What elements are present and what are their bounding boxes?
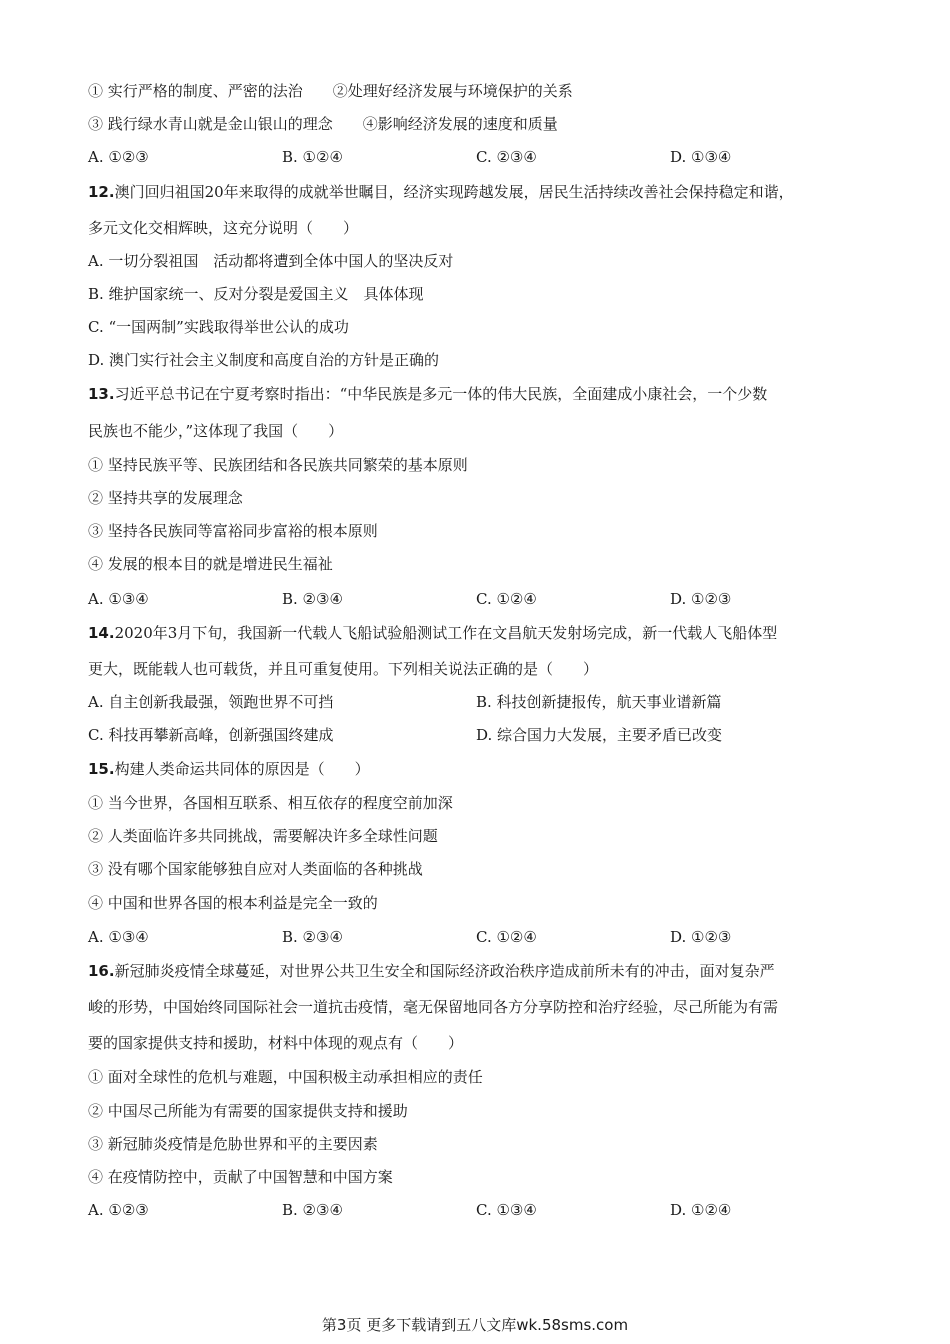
- question-text: 新冠肺炎疫情全球蔓延，对世界公共卫生安全和国际经济政治秩序造成前所未有的冲击，面对复杂严: [114, 962, 775, 980]
- question-text: 构建人类命运共同体的原因是（ ）: [114, 760, 370, 778]
- question-number: 13.: [88, 385, 115, 403]
- question-12-stem: [88, 182, 794, 202]
- option-a: A. 自主创新我最强，领跑世界不可挡: [88, 693, 334, 711]
- question-number: 14.: [88, 624, 115, 642]
- statement-line: ① 坚持民族平等、民族团结和各民族共同繁荣的基本原则: [88, 456, 468, 474]
- question-13-stem: [88, 384, 767, 404]
- question-text: 民族也不能少，”这体现了我国（ ）: [88, 422, 344, 440]
- statement-line: ① 面对全球性的危机与难题，中国积极主动承担相应的责任: [88, 1068, 483, 1086]
- option-c: C. ①②④: [476, 590, 537, 608]
- question-16-stem: [88, 961, 775, 981]
- question-15-stem: [88, 759, 370, 779]
- option-b: B. ②③④: [282, 928, 343, 946]
- question-text: 澳门回归祖国20年来取得的成就举世瞩目，经济实现跨越发展，居民生活持续改善社会保持稳定和谐，: [114, 183, 794, 201]
- question-text: 要的国家提供支持和援助，材料中体现的观点有（ ）: [88, 1034, 464, 1052]
- option-d: D. ①②③: [670, 928, 732, 946]
- option-c: C. ①③④: [476, 1201, 537, 1219]
- option-d: D. ①②④: [670, 1201, 732, 1219]
- statement-line: ③ 没有哪个国家能够独自应对人类面临的各种挑战: [88, 860, 423, 878]
- option-b: B. ②③④: [282, 590, 343, 608]
- statement-line: ④ 发展的根本目的就是增进民生福祉: [88, 555, 333, 573]
- page-footer: 第3页 更多下载请到五八文库wk.58sms.com: [321, 1316, 629, 1334]
- statement-line: ③ 新冠肺炎疫情是危胁世界和平的主要因素: [88, 1135, 378, 1153]
- option-b: B. 维护国家统一、反对分裂是爱国主义 具体体现: [88, 285, 424, 303]
- option-d: D. ①②③: [670, 590, 732, 608]
- statement-line: ① 实行严格的制度、严密的法治 ②处理好经济发展与环境保护的关系: [88, 82, 573, 100]
- option-b: B. ①②④: [282, 148, 343, 166]
- statement-line: ② 中国尽己所能为有需要的国家提供支持和援助: [88, 1102, 408, 1120]
- option-d: D. ①③④: [670, 148, 732, 166]
- option-a: A. 一切分裂祖国 活动都将遭到全体中国人的坚决反对: [88, 252, 454, 270]
- option-d: D. 综合国力大发展，主要矛盾已改变: [476, 726, 723, 744]
- question-text: 多元文化交相辉映，这充分说明（ ）: [88, 219, 359, 237]
- option-a: A. ①③④: [88, 928, 149, 946]
- statement-line: ④ 中国和世界各国的根本利益是完全一致的: [88, 894, 378, 912]
- question-text: 2020年3月下旬，我国新一代载人飞船试验船测试工作在文昌航天发射场完成，新一代载人飞船体型: [114, 624, 778, 642]
- option-c: C. 科技再攀新高峰，创新强国终建成: [88, 726, 334, 744]
- option-c: C. ②③④: [476, 148, 537, 166]
- option-a: A. ①②③: [88, 1201, 149, 1219]
- statement-line: ① 当今世界，各国相互联系、相互依存的程度空前加深: [88, 794, 453, 812]
- statement-line: ④ 在疫情防控中，贡献了中国智慧和中国方案: [88, 1168, 393, 1186]
- option-c: C. ①②④: [476, 928, 537, 946]
- statement-line: ③ 践行绿水青山就是金山银山的理念 ④影响经济发展的速度和质量: [88, 115, 558, 133]
- question-text: 峻的形势，中国始终同国际社会一道抗击疫情，毫无保留地同各方分享防控和治疗经验，尽己所能为有需: [88, 998, 779, 1016]
- question-text: 更大，既能载人也可载货，并且可重复使用。下列相关说法正确的是（ ）: [88, 660, 599, 678]
- statement-line: ② 坚持共享的发展理念: [88, 489, 243, 507]
- question-text: 习近平总书记在宁夏考察时指出：“中华民族是多元一体的伟大民族，全面建成小康社会，一个少数: [114, 385, 768, 403]
- question-14-stem: [88, 623, 777, 643]
- statement-line: ③ 坚持各民族同等富裕同步富裕的根本原则: [88, 522, 378, 540]
- statement-line: ② 人类面临许多共同挑战，需要解决许多全球性问题: [88, 827, 438, 845]
- option-b: B. 科技创新捷报传，航天事业谱新篇: [476, 693, 722, 711]
- question-number: 12.: [88, 183, 115, 201]
- question-number: 16.: [88, 962, 115, 980]
- option-a: A. ①②③: [88, 148, 149, 166]
- option-c: C. “一国两制”实践取得举世公认的成功: [88, 318, 349, 336]
- option-d: D. 澳门实行社会主义制度和高度自治的方针是正确的: [88, 351, 440, 369]
- option-b: B. ②③④: [282, 1201, 343, 1219]
- question-number: 15.: [88, 760, 115, 778]
- option-a: A. ①③④: [88, 590, 149, 608]
